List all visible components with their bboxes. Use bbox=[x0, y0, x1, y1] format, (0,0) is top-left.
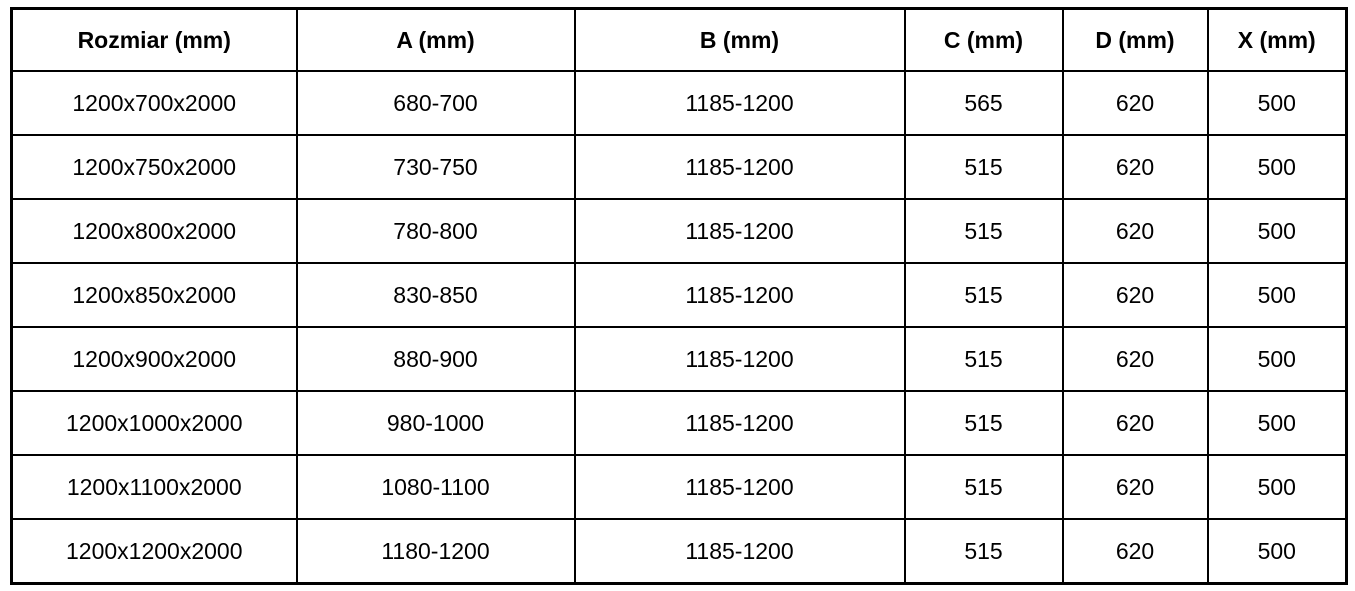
cell-x: 500 bbox=[1208, 199, 1347, 263]
cell-b: 1185-1200 bbox=[575, 391, 905, 455]
cell-c: 515 bbox=[905, 263, 1063, 327]
cell-rozmiar: 1200x750x2000 bbox=[12, 135, 297, 199]
table-row bbox=[12, 71, 1347, 135]
table-row bbox=[12, 519, 1347, 584]
table-row bbox=[12, 327, 1347, 391]
column-header-c: C (mm) bbox=[905, 9, 1063, 72]
cell-a: 1080-1100 bbox=[297, 455, 575, 519]
table-row bbox=[12, 263, 1347, 327]
cell-x: 500 bbox=[1208, 519, 1347, 584]
cell-x: 500 bbox=[1208, 263, 1347, 327]
cell-b: 1185-1200 bbox=[575, 327, 905, 391]
table-row bbox=[12, 391, 1347, 455]
cell-rozmiar: 1200x800x2000 bbox=[12, 199, 297, 263]
cell-d: 620 bbox=[1063, 391, 1208, 455]
cell-rozmiar: 1200x1100x2000 bbox=[12, 455, 297, 519]
cell-c: 515 bbox=[905, 519, 1063, 584]
cell-x: 500 bbox=[1208, 71, 1347, 135]
cell-d: 620 bbox=[1063, 263, 1208, 327]
cell-d: 620 bbox=[1063, 135, 1208, 199]
cell-rozmiar: 1200x1200x2000 bbox=[12, 519, 297, 584]
cell-rozmiar: 1200x1000x2000 bbox=[12, 391, 297, 455]
cell-a: 830-850 bbox=[297, 263, 575, 327]
cell-a: 880-900 bbox=[297, 327, 575, 391]
column-header-a: A (mm) bbox=[297, 9, 575, 72]
cell-a: 980-1000 bbox=[297, 391, 575, 455]
table-row bbox=[12, 199, 1347, 263]
cell-c: 565 bbox=[905, 71, 1063, 135]
cell-b: 1185-1200 bbox=[575, 199, 905, 263]
cell-rozmiar: 1200x700x2000 bbox=[12, 71, 297, 135]
cell-a: 1180-1200 bbox=[297, 519, 575, 584]
cell-b: 1185-1200 bbox=[575, 519, 905, 584]
cell-b: 1185-1200 bbox=[575, 135, 905, 199]
cell-c: 515 bbox=[905, 455, 1063, 519]
cell-b: 1185-1200 bbox=[575, 71, 905, 135]
cell-x: 500 bbox=[1208, 455, 1347, 519]
cell-x: 500 bbox=[1208, 327, 1347, 391]
column-header-d: D (mm) bbox=[1063, 9, 1208, 72]
cell-c: 515 bbox=[905, 391, 1063, 455]
cell-rozmiar: 1200x850x2000 bbox=[12, 263, 297, 327]
cell-c: 515 bbox=[905, 327, 1063, 391]
table-row bbox=[12, 135, 1347, 199]
cell-d: 620 bbox=[1063, 327, 1208, 391]
table-row bbox=[12, 455, 1347, 519]
cell-a: 730-750 bbox=[297, 135, 575, 199]
cell-a: 780-800 bbox=[297, 199, 575, 263]
column-header-b: B (mm) bbox=[575, 9, 905, 72]
cell-c: 515 bbox=[905, 199, 1063, 263]
dimension-spec-table bbox=[10, 7, 1348, 585]
table-header-row bbox=[12, 9, 1347, 72]
cell-d: 620 bbox=[1063, 455, 1208, 519]
cell-b: 1185-1200 bbox=[575, 263, 905, 327]
cell-x: 500 bbox=[1208, 135, 1347, 199]
column-header-rozmiar: Rozmiar (mm) bbox=[12, 9, 297, 72]
cell-b: 1185-1200 bbox=[575, 455, 905, 519]
cell-a: 680-700 bbox=[297, 71, 575, 135]
cell-rozmiar: 1200x900x2000 bbox=[12, 327, 297, 391]
cell-d: 620 bbox=[1063, 71, 1208, 135]
column-header-x: X (mm) bbox=[1208, 9, 1347, 72]
cell-d: 620 bbox=[1063, 199, 1208, 263]
cell-d: 620 bbox=[1063, 519, 1208, 584]
cell-x: 500 bbox=[1208, 391, 1347, 455]
cell-c: 515 bbox=[905, 135, 1063, 199]
